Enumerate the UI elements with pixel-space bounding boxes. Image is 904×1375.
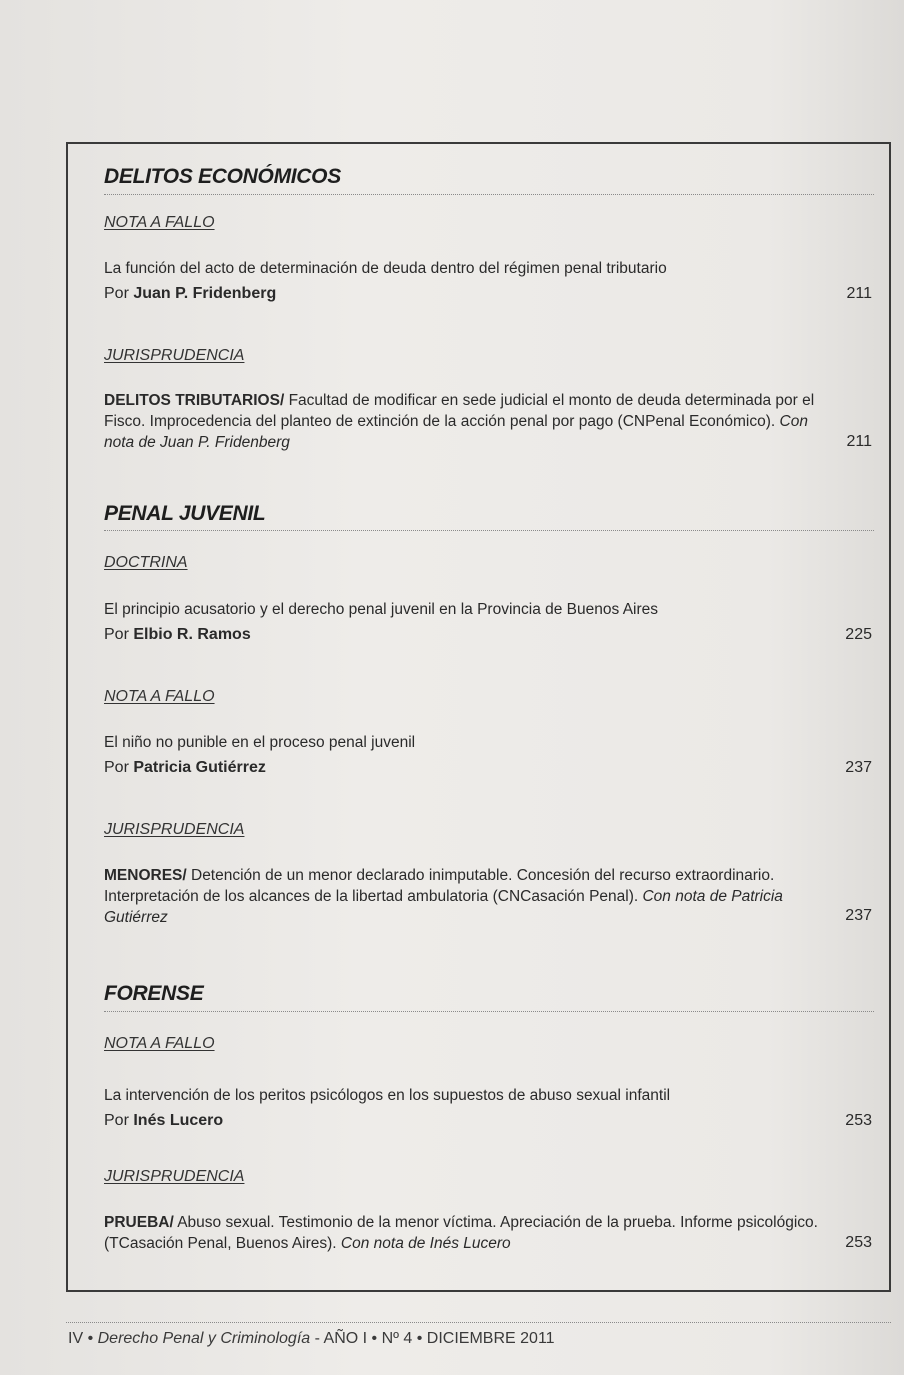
entry-jurisprudence-text [104, 1212, 819, 1254]
page-footer [68, 1330, 555, 1348]
footer-page-roman: IV • [68, 1330, 94, 1347]
entry-title: La intervención de los peritos psicólogos en los supuestos de abuso sexual infantil [104, 1087, 671, 1104]
entry-title: El principio acusatorio y el derecho penal juvenil en la Provincia de Buenos Aires [104, 601, 659, 618]
entry-title: El niño no punible en el proceso penal juvenil [104, 734, 416, 751]
entry-title: La función del acto de determinación de deuda dentro del régimen penal tributario [104, 260, 667, 277]
entry-label-nota-a-fallo: NOTA A FALLO [104, 1035, 215, 1052]
entry-author-line [104, 626, 251, 644]
entry-jurisprudence-text [104, 865, 819, 928]
author-name: Inés Lucero [133, 1112, 224, 1129]
author-name: Elbio R. Ramos [133, 626, 251, 643]
footer-journal-title: Derecho Penal y Criminología [97, 1330, 311, 1347]
entry-label-nota-a-fallo: NOTA A FALLO [104, 688, 215, 705]
entry-label-doctrina: DOCTRINA [104, 554, 188, 571]
entry-note: Con nota de Inés Lucero [340, 1235, 511, 1252]
page-number: 211 [846, 285, 872, 302]
page-number: 253 [845, 1112, 872, 1129]
entry-note: Con nota de Patricia Gutiérrez [104, 888, 783, 926]
entry-author-line [104, 1112, 223, 1130]
author-prefix: Por [104, 626, 129, 643]
page-number: 225 [845, 626, 872, 643]
entry-label-jurisprudencia: JURISPRUDENCIA [104, 347, 245, 364]
author-prefix: Por [104, 759, 129, 776]
author-prefix: Por [104, 1112, 129, 1129]
author-name: Patricia Gutiérrez [133, 759, 266, 776]
footer-divider [66, 1322, 891, 1323]
entry-keyword: MENORES/ [104, 867, 187, 884]
entry-author-line [104, 285, 276, 303]
author-name: Juan P. Fridenberg [133, 285, 277, 302]
page-number: 237 [845, 759, 872, 776]
section-divider [104, 194, 874, 195]
page-number: 253 [845, 1234, 872, 1251]
section-divider [104, 1011, 874, 1012]
entry-body: Facultad de modificar en sede judicial el monto de deuda determinada por el Fisco. Improcedencia del planteo de extinción de la acción penal por pago (CNPenal Económico). [104, 392, 815, 430]
page-number: 211 [846, 433, 872, 450]
entry-label-jurisprudencia: JURISPRUDENCIA [104, 1168, 245, 1185]
section-title-forense: FORENSE [104, 982, 204, 1005]
entry-author-line [104, 759, 266, 777]
author-prefix: Por [104, 285, 129, 302]
entry-keyword: DELITOS TRIBUTARIOS/ [104, 392, 285, 409]
entry-jurisprudence-text [104, 390, 819, 453]
section-title-delitos-economicos: DELITOS ECONÓMICOS [104, 165, 341, 188]
section-divider [104, 530, 874, 531]
entry-keyword: PRUEBA/ [104, 1214, 174, 1231]
entry-label-nota-a-fallo: NOTA A FALLO [104, 214, 215, 231]
entry-body: Abuso sexual. Testimonio de la menor víctima. Apreciación de la prueba. Informe psicológico. (TCasación Penal, Buenos Aires). [104, 1214, 818, 1252]
entry-note: Con nota de Juan P. Fridenberg [104, 413, 808, 451]
entry-label-jurisprudencia: JURISPRUDENCIA [104, 821, 245, 838]
footer-issue: - AÑO I • Nº 4 • DICIEMBRE 2011 [314, 1330, 555, 1347]
page-number: 237 [845, 907, 872, 924]
section-title-penal-juvenil: PENAL JUVENIL [104, 502, 266, 525]
entry-body: Detención de un menor declarado inimputable. Concesión del recurso extraordinario. Interpretación de los alcances de la libertad ambulatoria (CNCasación Penal). [104, 867, 775, 905]
